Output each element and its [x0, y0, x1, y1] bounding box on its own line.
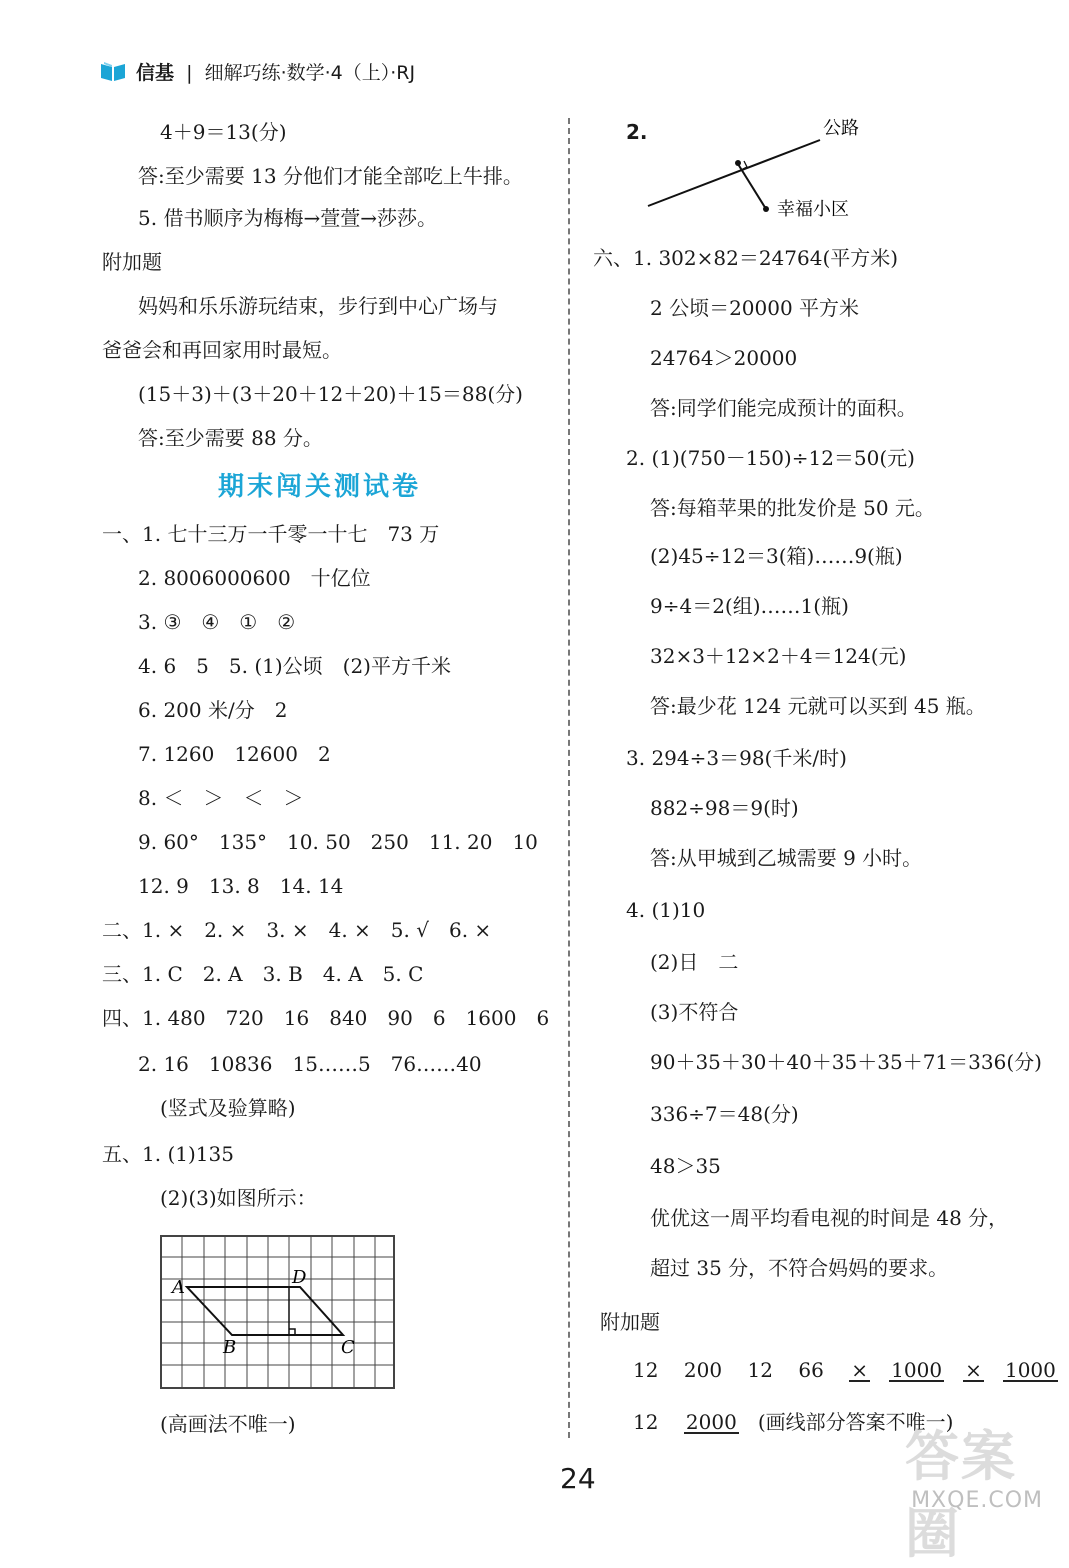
answer-line: 妈妈和乐乐游玩结束，步行到中心广场与: [138, 294, 498, 318]
answer-line: 48＞35: [650, 1154, 721, 1178]
answer-line: 答:同学们能完成预计的面积。: [650, 396, 917, 420]
answer-line: 三、1. C 2. A 3. B 4. A 5. C: [102, 962, 424, 986]
answer-line: 六、1. 302×82＝24764(平方米): [593, 246, 899, 270]
answer-line: 32×3＋12×2＋4＝124(元): [650, 644, 907, 668]
answer-line: 5. 借书顺序为梅梅→萱萱→莎莎。: [138, 206, 437, 230]
parallelogram-grid-figure: [160, 1235, 396, 1390]
bonus-answer-row-1: 12 200 12 66 × 1000 × 1000: [633, 1358, 1056, 1382]
answer-line: 五、1. (1)135: [102, 1142, 234, 1166]
answer-line: 四、1. 480 720 16 840 90 6 1600 6: [102, 1006, 550, 1030]
answer-line: (3)不符合: [650, 1000, 739, 1024]
figure-note: (高画法不唯一): [160, 1412, 296, 1436]
answer-line: 一、1. 七十三万一千零一十七 73 万: [102, 522, 440, 546]
answer-line: 90＋35＋30＋40＋35＋35＋71＝336(分): [650, 1050, 1042, 1074]
watermark-text: MXQE.COM: [911, 1488, 1043, 1513]
vertex-d-label: D: [292, 1267, 307, 1288]
answer-line: 2 公顷＝20000 平方米: [650, 296, 860, 320]
answer-line: 答:从甲城到乙城需要 9 小时。: [650, 846, 923, 870]
book-title: 细解巧练·数学·4（上）·RJ: [204, 62, 416, 84]
answer-line: (竖式及验算略): [160, 1096, 296, 1120]
bonus-answer-row-2: 12 2000 (画线部分答案不唯一): [633, 1410, 954, 1434]
answer-line: (2)45÷12＝3(箱)……9(瓶): [650, 544, 903, 568]
answer-line: 882÷98＝9(时): [650, 796, 799, 820]
answer-line: 爸爸会和再回家用时最短。: [102, 338, 342, 362]
underlined-answer: 1000: [1004, 1358, 1056, 1382]
column-divider: [568, 118, 570, 1438]
answer-line: 2. (1)(750－150)÷12＝50(元): [626, 446, 915, 470]
answer-line: 4. 6 5 5. (1)公顷 (2)平方千米: [138, 654, 451, 678]
answer-line: 优优这一周平均看电视的时间是 48 分，: [650, 1206, 1009, 1230]
answer-line: 7. 1260 12600 2: [138, 742, 331, 766]
answer-line: 4. (1)10: [626, 898, 706, 922]
road-label: 公路: [823, 118, 859, 139]
watermark-logo: 答案圈: [905, 1425, 1017, 1565]
answer-line: (15＋3)＋(3＋20＋12＋20)＋15＝88(分): [138, 382, 523, 406]
answer-line: 答:至少需要 88 分。: [138, 426, 323, 450]
answer-line: (2)日 二: [650, 950, 739, 974]
answer-line: 答:至少需要 13 分他们才能全部吃上牛排。: [138, 164, 523, 188]
road-perpendicular-figure: [640, 112, 880, 227]
answer-line: 8. ＜ ＞ ＜ ＞: [138, 786, 304, 810]
vertex-a-label: A: [172, 1277, 185, 1298]
brand-name: 信基: [136, 62, 175, 84]
answer-line: 答:最少花 124 元就可以买到 45 瓶。: [650, 694, 986, 718]
vertex-c-label: C: [341, 1337, 355, 1358]
bonus-heading: 附加题: [600, 1310, 660, 1334]
answer-line: 24764＞20000: [650, 346, 798, 370]
answer-line: 3. ③ ④ ① ②: [138, 610, 296, 634]
community-label: 幸福小区: [777, 199, 849, 220]
answer-line: (2)(3)如图所示：: [160, 1186, 317, 1210]
underlined-answer: ×: [965, 1358, 982, 1382]
page-header: 信基 | 细解巧练·数学·4（上）·RJ: [100, 58, 415, 87]
answer-line: 12. 9 13. 8 14. 14: [138, 874, 344, 898]
underlined-answer: ×: [851, 1358, 869, 1382]
page-number: 24: [560, 1462, 596, 1495]
section-title: 期末闯关测试卷: [218, 472, 422, 502]
underlined-answer: 2000: [685, 1410, 737, 1434]
answer-line: 答:每箱苹果的批发价是 50 元。: [650, 496, 935, 520]
answer-line: 9÷4＝2(组)……1(瓶): [650, 594, 849, 618]
answer-line: 二、1. × 2. × 3. × 4. × 5. √ 6. ×: [102, 918, 492, 942]
answer-line: 6. 200 米/分 2: [138, 698, 288, 722]
answer-line: 336÷7＝48(分): [650, 1102, 799, 1126]
answer-line: 2. 16 10836 15……5 76……40: [138, 1052, 482, 1076]
book-logo-icon: [100, 60, 126, 87]
vertex-b-label: B: [223, 1337, 237, 1358]
answer-line: 超过 35 分，不符合妈妈的要求。: [650, 1256, 949, 1280]
bonus-heading: 附加题: [102, 250, 162, 274]
underlined-answer: 1000: [891, 1358, 943, 1382]
answer-line: 3. 294÷3＝98(千米/时): [626, 746, 847, 770]
answer-line: 9. 60° 135° 10. 50 250 11. 20 10: [138, 830, 538, 854]
answer-line: 2. 8006000600 十亿位: [138, 566, 371, 590]
question-number: 2.: [626, 120, 648, 144]
answer-line: 4＋9＝13(分): [160, 120, 287, 144]
